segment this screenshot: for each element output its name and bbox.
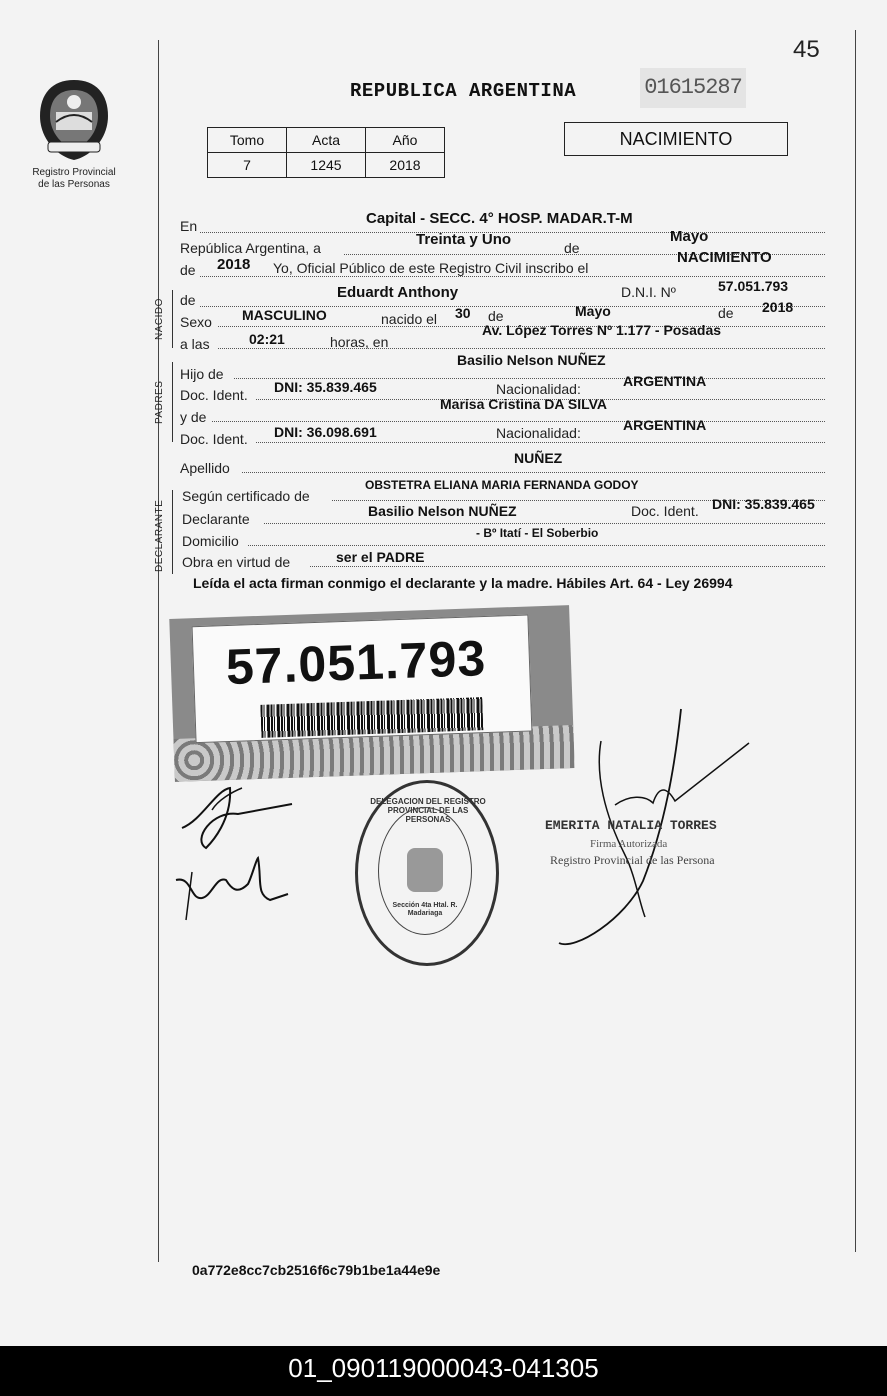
register-value-anio: 2018: [366, 153, 445, 178]
register-header-anio: Año: [366, 128, 445, 153]
certificate-value: OBSTETRA ELIANA MARIA FERNANDA GODOY: [365, 478, 639, 492]
document-title: REPUBLICA ARGENTINA: [350, 80, 577, 102]
declarante-doc-value: DNI: 35.839.465: [712, 496, 815, 512]
officer-text: Yo, Oficial Público de este Registro Civil inscribo el: [273, 260, 589, 276]
dotted-line: [212, 421, 825, 422]
nacido-label: nacido el: [381, 311, 438, 327]
father-doc-value: DNI: 35.839.465: [274, 379, 377, 395]
sticker-label: [192, 614, 533, 743]
signatory-name: EMERITA NATALIA TORRES: [545, 818, 717, 833]
register-header-acta: Acta: [287, 128, 366, 153]
horas-label: horas, en: [330, 334, 389, 350]
coat-of-arms-icon: [407, 848, 443, 892]
obra-value: ser el PADRE: [336, 549, 425, 565]
register-table: [207, 127, 445, 178]
mother-nat-value: ARGENTINA: [623, 417, 707, 433]
de-label: de: [564, 240, 580, 256]
birth-year-value: 2018: [762, 299, 794, 315]
de-label: de: [488, 308, 504, 324]
apellido-label: Apellido: [180, 460, 230, 476]
father-nat-value: ARGENTINA: [623, 373, 707, 389]
registry-round-stamp: [355, 780, 499, 966]
left-margin-line: [158, 40, 159, 1262]
month-value: Mayo: [670, 228, 709, 245]
register-header-tomo: Tomo: [208, 128, 287, 153]
handwritten-signatures: [172, 780, 312, 930]
record-type-value: NACIMIENTO: [677, 249, 772, 266]
de-label: de: [718, 305, 734, 321]
doc-ident-label: Doc. Ident.: [180, 431, 248, 447]
register-header-row: [208, 128, 445, 153]
section-label-declarante: DECLARANTE: [154, 499, 165, 572]
dotted-line: [242, 472, 825, 473]
nacionalidad-label: Nacionalidad:: [496, 425, 581, 441]
birth-time-value: 02:21: [249, 331, 285, 347]
y-de-label: y de: [180, 409, 207, 425]
dotted-line: [218, 348, 825, 349]
mother-doc-value: DNI: 36.098.691: [274, 424, 377, 440]
sticker-dni-number: 57.051.793: [225, 630, 488, 696]
barcode-icon: [260, 697, 483, 738]
segun-certificado-label: Según certificado de: [182, 488, 310, 504]
dotted-line: [200, 232, 825, 233]
sexo-value: MASCULINO: [242, 307, 327, 323]
logo-caption-line2: de las Personas: [38, 179, 110, 190]
place-value: Capital - SECC. 4° HOSP. MADAR.T-M: [366, 210, 633, 227]
dni-label: D.N.I. Nº: [621, 284, 676, 300]
republica-label: República Argentina, a: [180, 240, 321, 256]
en-label: En: [180, 218, 198, 234]
de-label: de: [180, 262, 196, 278]
domicilio-value: - Bº Itatí - El Soberbio: [476, 526, 599, 540]
register-value-tomo: 7: [208, 153, 287, 178]
section-bar: [172, 290, 173, 348]
dotted-line: [264, 523, 825, 524]
doc-ident-label: Doc. Ident.: [180, 387, 248, 403]
year-value: 2018: [217, 256, 251, 273]
signatory-org: Registro Provincial de las Persona: [550, 853, 715, 867]
stamp-outer-text: DELEGACION DEL REGISTRO PROVINCIAL DE LAS PERSONAS: [370, 797, 486, 824]
section-label-padres: PADRES: [154, 380, 165, 424]
footer-code: 01_090119000043-041305: [0, 1346, 887, 1396]
declarante-value: Basilio Nelson NUÑEZ: [368, 503, 517, 519]
birth-day-value: 30: [455, 305, 471, 321]
child-dni-value: 57.051.793: [718, 278, 789, 294]
document-hash: 0a772e8cc7cb2516f6c79b1be1a44e9e: [192, 1262, 441, 1278]
section-label-nacido: NACIDO: [154, 298, 165, 340]
dni-sticker: [169, 605, 574, 782]
logo-caption: [22, 167, 126, 191]
record-type-box: NACIMIENTO: [564, 122, 788, 156]
register-value-row: [208, 153, 445, 178]
page-number: 45: [793, 36, 820, 63]
dotted-line: [248, 545, 825, 546]
day-words-value: Treinta y Uno: [416, 231, 512, 248]
father-name-value: Basilio Nelson NUÑEZ: [457, 352, 606, 368]
birth-month-value: Mayo: [575, 303, 611, 319]
serial-number: 01615287: [640, 68, 746, 108]
section-bar: [172, 362, 173, 442]
logo-caption-line1: Registro Provincial: [32, 167, 116, 178]
a-las-label: a las: [180, 336, 210, 352]
stamp-inner-text: Sección 4ta Htal. R. Madariaga: [392, 902, 458, 917]
register-value-acta: 1245: [287, 153, 366, 178]
child-name-value: Eduardt Anthony: [337, 284, 459, 301]
reading-note: Leída el acta firman conmigo el declarante y la madre. Hábiles Art. 64 - Ley 26994: [193, 575, 733, 591]
nacionalidad-label: Nacionalidad:: [496, 381, 581, 397]
provincia-misiones-logo: [34, 76, 114, 162]
birth-place-value: Av. López Torres Nº 1.177 - Posadas: [482, 322, 722, 338]
sexo-label: Sexo: [180, 314, 212, 330]
obra-en-virtud-label: Obra en virtud de: [182, 554, 291, 570]
hijo-de-label: Hijo de: [180, 366, 224, 382]
signatory-title: Firma Autorizada: [590, 838, 668, 850]
declarante-label: Declarante: [182, 511, 250, 527]
de-label: de: [180, 292, 196, 308]
section-bar: [172, 490, 173, 574]
dotted-line: [310, 566, 825, 567]
domicilio-label: Domicilio: [182, 533, 239, 549]
stamp-inner-ring: [378, 807, 472, 935]
apellido-value: NUÑEZ: [514, 450, 563, 466]
doc-ident-label: Doc. Ident.: [631, 503, 699, 519]
right-margin-line: [855, 30, 856, 1252]
mother-name-value: Marisa Cristina DA SILVA: [440, 396, 608, 412]
